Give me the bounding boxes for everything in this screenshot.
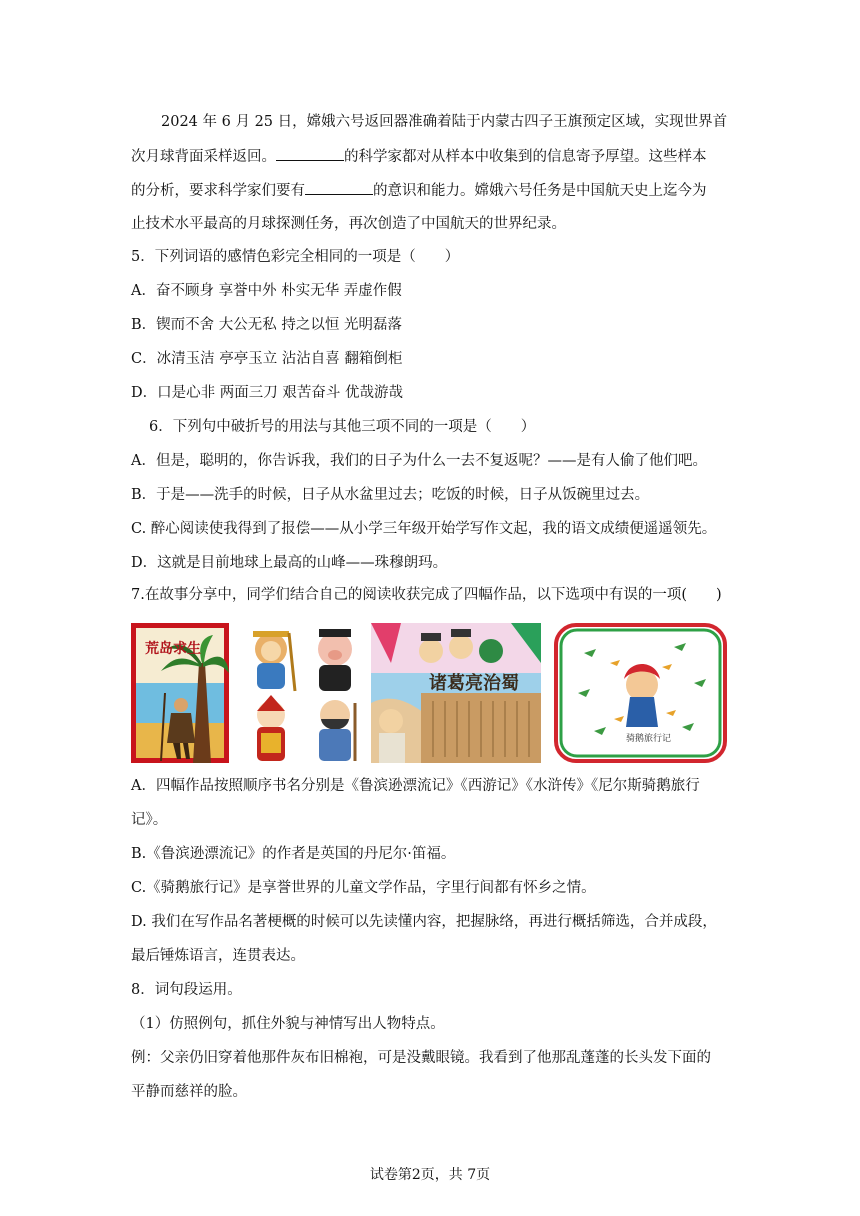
q5-option-a: A．奋不顾身 享誉中外 朴实无华 弄虚作假 — [131, 283, 402, 299]
q5-stem: 5．下列词语的感情色彩完全相同的一项是（ ） — [131, 249, 460, 265]
q6-option-a: A．但是，聪明的，你告诉我，我们的日子为什么一去不复返呢？——是有人偷了他们吧。 — [131, 453, 707, 469]
q5-option-d: D．口是心非 两面三刀 艰苦奋斗 优哉游哉 — [131, 385, 403, 401]
artwork-1-title: 荒岛求生 — [145, 642, 201, 657]
q8-stem: 8．词句段运用。 — [131, 982, 242, 998]
q7-option-d-line-1: D. 我们在写作品名著梗概的时候可以先读懂内容，把握脉络，再进行概括筛选，合并成段， — [131, 914, 717, 930]
q8-sub-question-1: （1）仿照例句，抓住外貌与神情写出人物特点。 — [131, 1016, 445, 1032]
fill-blank-1[interactable] — [276, 146, 344, 161]
q7-option-d-line-2: 最后锤炼语言，连贯表达。 — [131, 948, 305, 964]
artwork-journey-to-the-west — [243, 623, 371, 763]
q7-option-b: B.《鲁滨逊漂流记》的作者是英国的丹尼尔·笛福。 — [131, 846, 456, 862]
q7-option-a-line-1: A．四幅作品按照顺序书名分别是《鲁滨逊漂流记》《西游记》《水浒传》《尼尔斯骑鹅旅行 — [131, 778, 700, 794]
artwork-nils-mind-map — [554, 623, 727, 763]
fill-blank-2[interactable] — [305, 180, 373, 195]
passage-text: 次月球背面采样返回。 — [131, 149, 276, 165]
artwork-water-margin — [371, 623, 541, 763]
q6-option-b: B．于是——洗手的时候，日子从水盆里过去；吃饭的时候，日子从饭碗里过去。 — [131, 487, 650, 503]
passage-line-3 — [131, 180, 707, 201]
passage-text: 的分析，要求科学家们要有 — [131, 183, 305, 199]
passage-line-2 — [131, 146, 707, 167]
q8-example-line-2: 平静而慈祥的脸。 — [131, 1084, 247, 1100]
q6-stem: 6．下列句中破折号的用法与其他三项不同的一项是（ ） — [149, 419, 536, 435]
q5-option-b: B．锲而不舍 大公无私 持之以恒 光明磊落 — [131, 317, 402, 333]
page-footer: 试卷第2页，共 7页 — [369, 1167, 491, 1183]
q7-option-c: C.《骑鹅旅行记》是享誉世界的儿童文学作品，字里行间都有怀乡之情。 — [131, 880, 596, 896]
q6-option-c: C. 醉心阅读使我得到了报偿——从小学三年级开始学写作文起，我的语文成绩便遥遥领先。 — [131, 521, 717, 537]
q7-artwork-strip — [131, 623, 727, 763]
q5-option-c: C．冰清玉洁 亭亭玉立 沾沾自喜 翻箱倒柜 — [131, 351, 403, 367]
q8-example-line-1: 例：父亲仍旧穿着他那件灰布旧棉袍，可是没戴眼镜。我看到了他那乱蓬蓬的长头发下面的 — [131, 1050, 711, 1066]
passage-text: 的科学家都对从样本中收集到的信息寄予厚望。这些样本 — [344, 149, 707, 165]
passage-text: 的意识和能力。嫦娥六号任务是中国航天史上迄今为 — [373, 183, 707, 199]
passage-line-1: 2024 年 6 月 25 日，嫦娥六号返回器准确着陆于内蒙古四子王旗预定区域，实现世界首 — [161, 114, 728, 130]
artwork-4-title: 骑鹅旅行记 — [626, 733, 672, 743]
q7-stem: 7.在故事分享中，同学们结合自己的阅读收获完成了四幅作品，以下选项中有误的一项( ) — [131, 587, 722, 603]
q7-option-a-line-2: 记》。 — [131, 812, 168, 828]
artwork-robinson-crusoe — [131, 623, 229, 763]
artwork-3-title: 诸葛亮治蜀 — [429, 673, 519, 693]
passage-line-4: 止技术水平最高的月球探测任务，再次创造了中国航天的世界纪录。 — [131, 216, 566, 232]
q6-option-d: D．这就是目前地球上最高的山峰——珠穆朗玛。 — [131, 555, 448, 571]
